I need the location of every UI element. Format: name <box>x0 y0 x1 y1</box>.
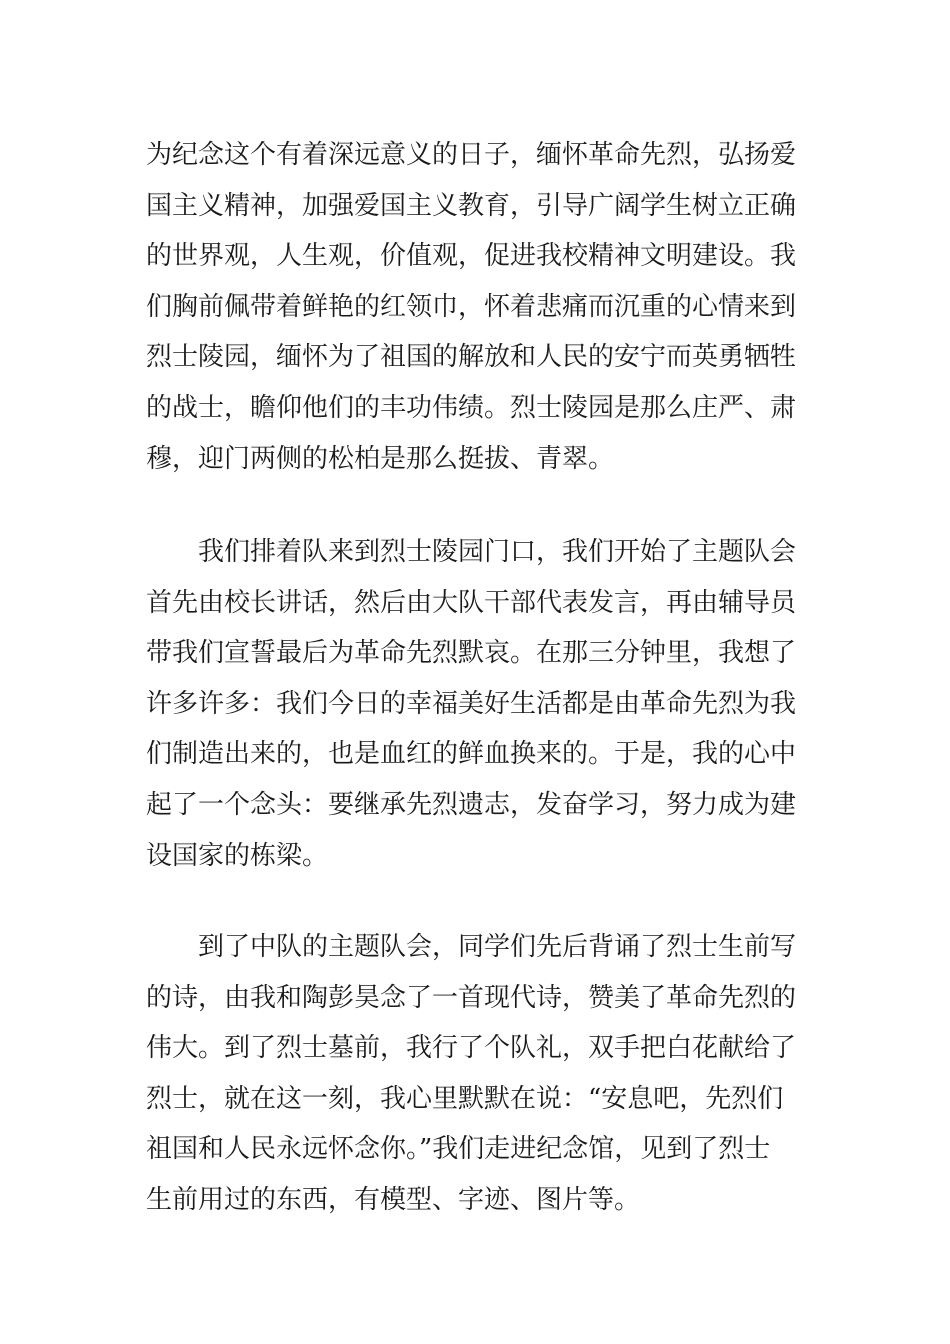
text-line: 烈士陵园，缅怀为了祖国的解放和人民的安宁而英勇牺牲 <box>146 342 797 373</box>
text-line: 的战士，瞻仰他们的丰功伟绩。烈士陵园是那么庄严、肃 <box>146 392 797 423</box>
text-line: 穆，迎门两侧的松柏是那么挺拔、青翠。 <box>146 443 615 474</box>
text-line: 烈士，就在这一刻，我心里默默在说：“安息吧，先烈们 <box>146 1083 784 1114</box>
text-line: 的诗，由我和陶彭昊念了一首现代诗，赞美了革命先烈的 <box>146 982 797 1013</box>
text-line: 伟大。到了烈士墓前，我行了个队礼，双手把白花献给了 <box>146 1033 797 1064</box>
paragraph-1 <box>146 130 806 484</box>
text-line: 带我们宣誓最后为革命先烈默哀。在那三分钟里，我想了 <box>146 638 797 669</box>
text-line: 设国家的栋梁。 <box>146 840 329 871</box>
paragraph-3 <box>146 922 806 1226</box>
text-line: 的世界观，人生观，价值观，促进我校精神文明建设。我 <box>146 241 797 272</box>
text-line: 到了中队的主题队会，同学们先后背诵了烈士生前写 <box>146 932 797 962</box>
text-line: 起了一个念头：要继承先烈遗志，发奋学习，努力成为建 <box>146 789 797 820</box>
text-line: 国主义精神，加强爱国主义教育，引导广阔学生树立正确 <box>146 190 797 221</box>
text-line: 们制造出来的，也是血红的鲜血换来的。于是，我的心中 <box>146 739 797 770</box>
text-line: 生前用过的东西，有模型、字迹、图片等。 <box>146 1184 641 1215</box>
text-line: 许多许多：我们今日的幸福美好生活都是由革命先烈为我 <box>146 688 797 719</box>
paragraph-2 <box>146 527 806 881</box>
text-line: 们胸前佩带着鲜艳的红领巾，怀着悲痛而沉重的心情来到 <box>146 291 797 322</box>
text-line: 祖国和人民永远怀念你。”我们走进纪念馆，见到了烈士 <box>146 1134 771 1165</box>
text-line: 为纪念这个有着深远意义的日子，缅怀革命先烈，弘扬爱 <box>146 140 797 170</box>
text-line: 首先由校长讲话，然后由大队干部代表发言，再由辅导员 <box>146 587 797 618</box>
text-line: 我们排着队来到烈士陵园门口，我们开始了主题队会 <box>146 537 797 567</box>
